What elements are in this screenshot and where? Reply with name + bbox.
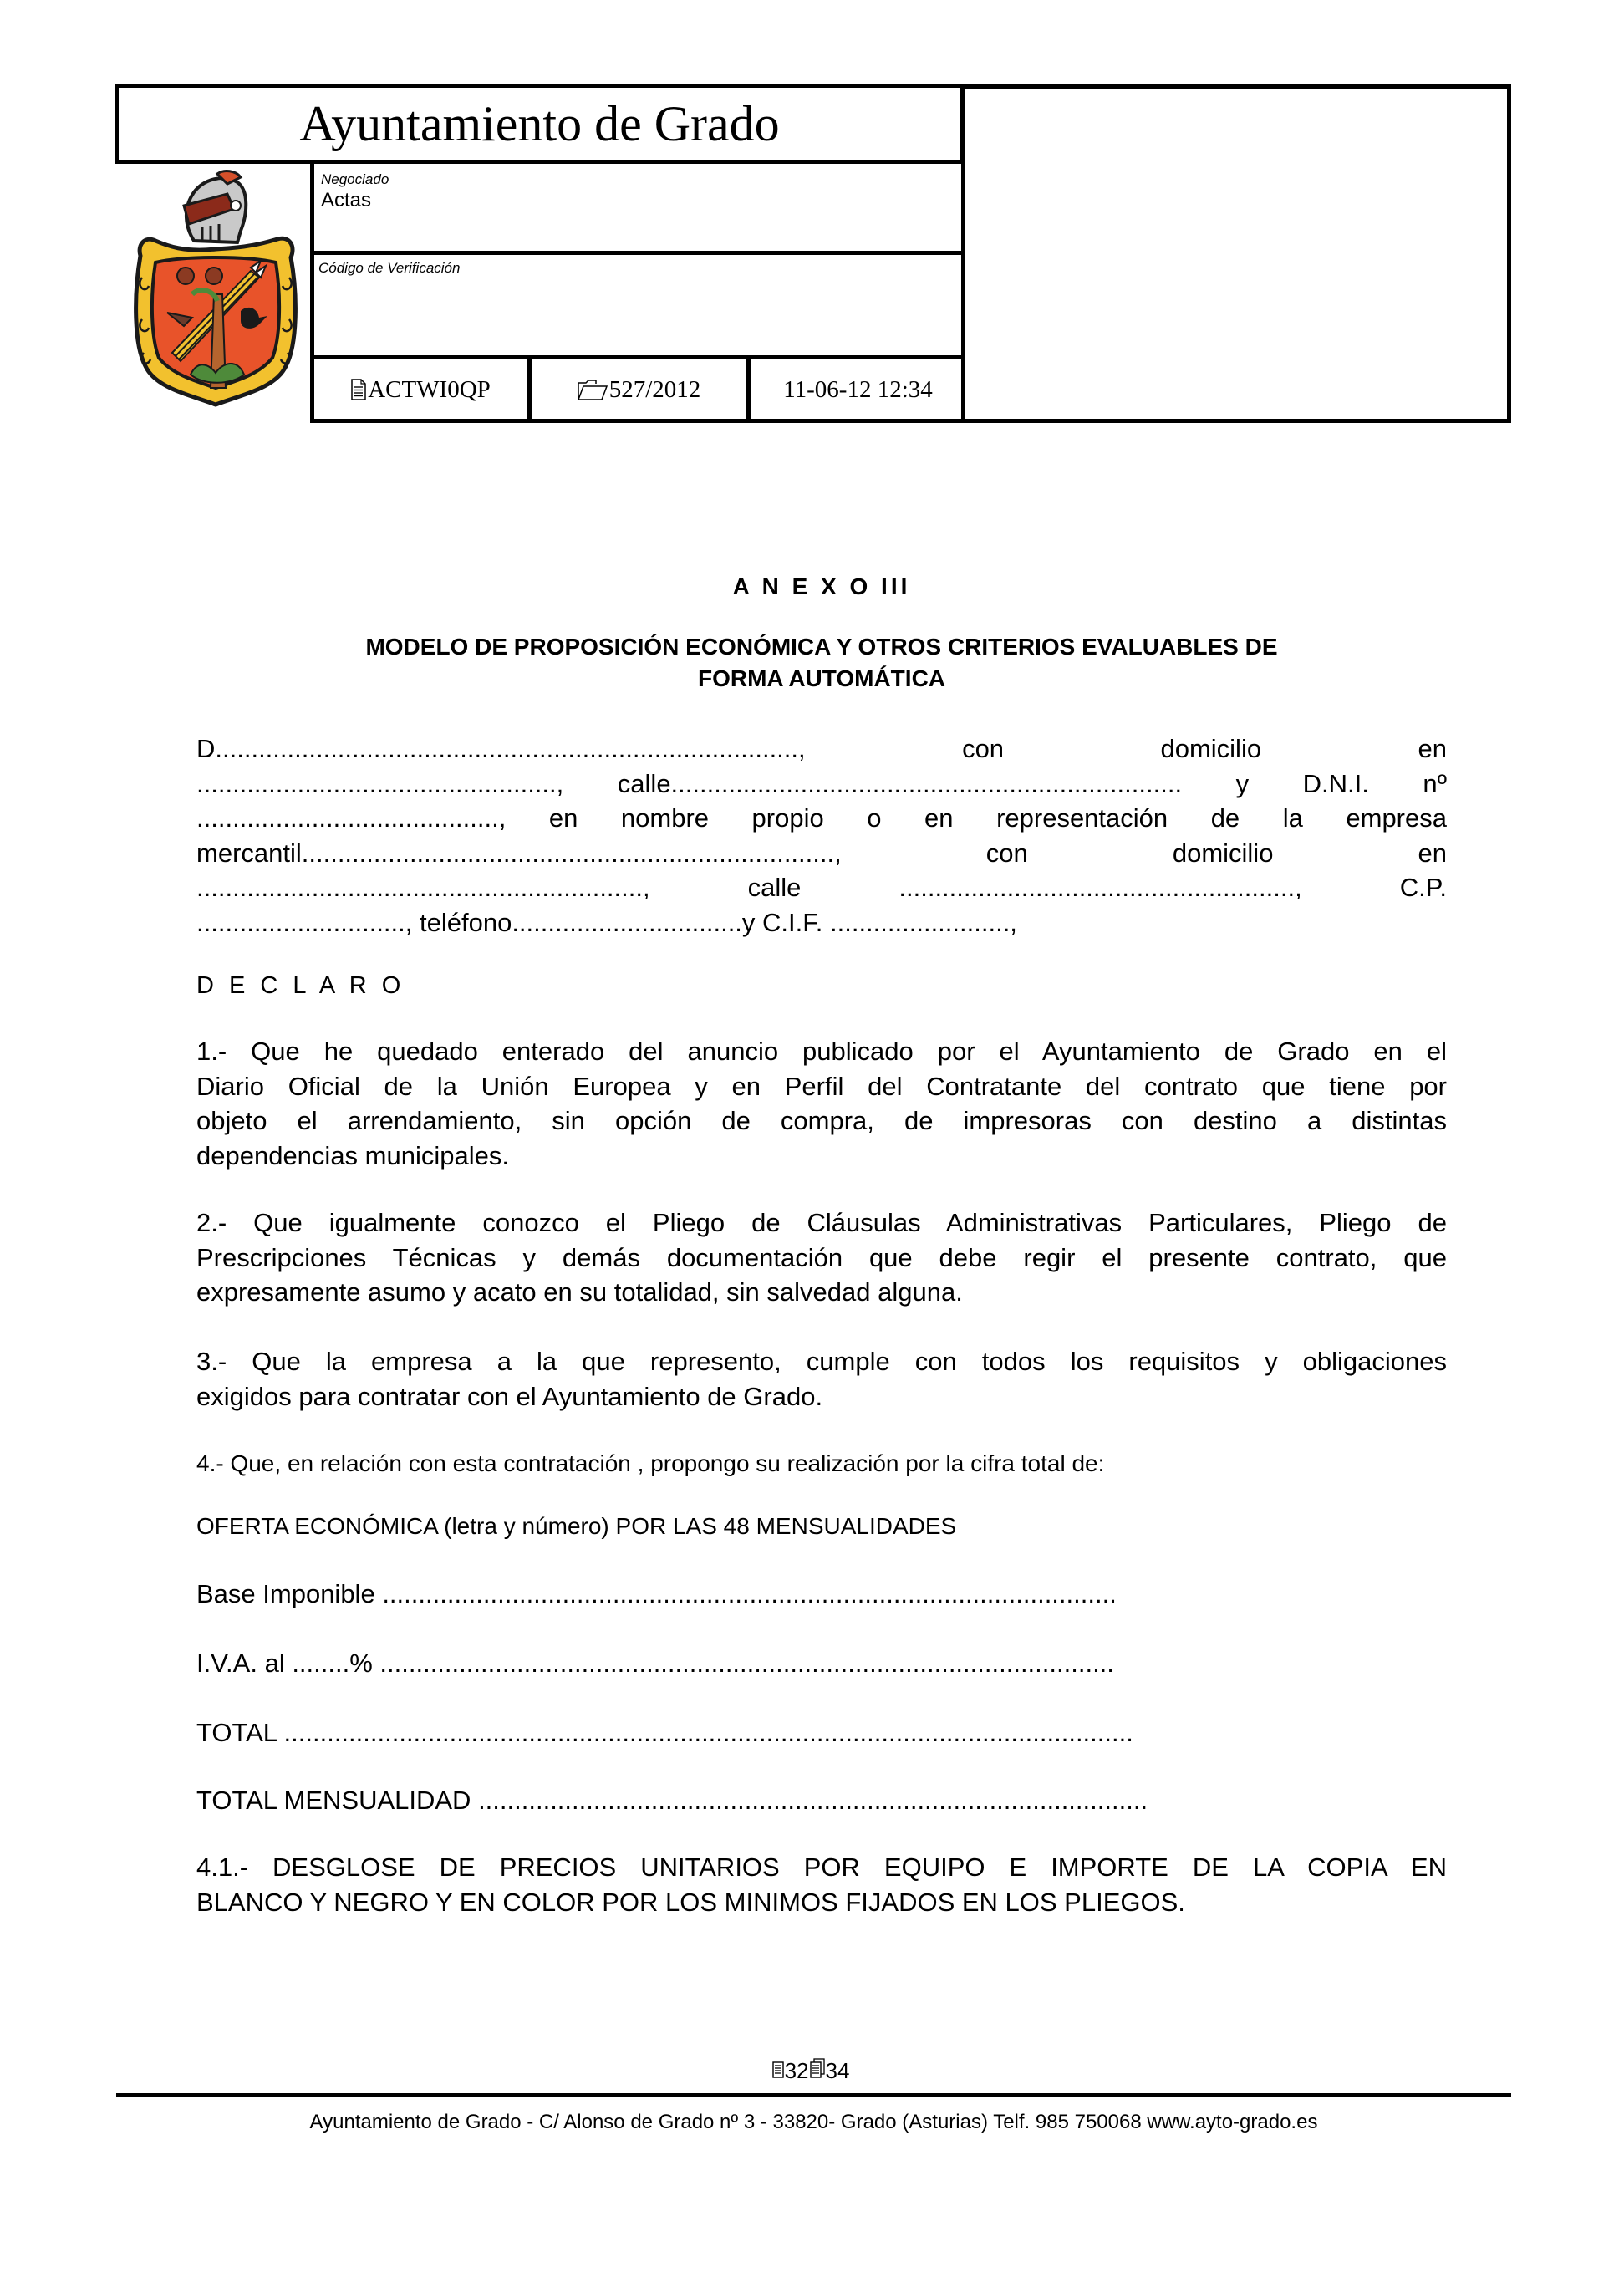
document-datetime (751, 359, 965, 419)
clause-3 (196, 1344, 1447, 1414)
offer-field-base-imponible (196, 1577, 1117, 1611)
clause-1 (196, 1034, 1447, 1173)
signature-box (961, 84, 1511, 423)
datetime-value: 11-06-12 12:34 (783, 375, 933, 403)
organization-title: Ayuntamiento de Grado (299, 96, 780, 151)
document-id-value: ACTWI0QP (368, 375, 491, 403)
offer-field-blank[interactable]: ...................................................................................................... (382, 1579, 1117, 1608)
offer-field-total-mensualidad (196, 1784, 1148, 1817)
clause-4-1 (196, 1850, 1447, 1919)
clause-line: 1.- Que he quedado enterado del anuncio publicado por el Ayuntamiento de Grado en el (196, 1037, 1447, 1066)
current-page: 32 (784, 2058, 809, 2083)
offer-field-blank[interactable]: ...................................................................................................................... (283, 1718, 1133, 1747)
offer-field-label: TOTAL (196, 1718, 277, 1747)
negociado-label: Negociado (321, 171, 389, 187)
clause-line: 4.1.- DESGLOSE DE PRECIOS UNITARIOS POR EQUIPO E IMPORTE DE LA COPIA EN (196, 1852, 1447, 1882)
page-number (752, 2058, 869, 2083)
negociado-value: Actas (321, 189, 372, 211)
offer-field-label: Base Imponible (196, 1579, 375, 1608)
page-icon (772, 2058, 784, 2083)
coat-of-arms-logo (134, 169, 298, 410)
clause-2 (196, 1205, 1447, 1310)
header-row-divider (310, 251, 965, 255)
clause-line: Diario Oficial de la Unión Europea y en Perfil del Contratante del contrato que tiene por (196, 1071, 1447, 1101)
annex-subtitle-line-2: FORMA AUTOMÁTICA (697, 665, 946, 691)
clause-line: 2.- Que igualmente conozco el Pliego de Cláusulas Administrativas Particulares, Pliego de (196, 1208, 1447, 1237)
identity-line: .............................................................., calle ......................................................., C.P. (196, 873, 1447, 902)
clause-line: Prescripciones Técnicas y demás documentación que debe regir el presente contrato, que (196, 1242, 1447, 1272)
annex-title: A N E X O III (732, 573, 911, 599)
identity-line: .........................................., en nombre propio o en representación de la empresa (196, 803, 1447, 833)
clause-line: 3.- Que la empresa a la que represento, cumple con todos los requisitos y obligaciones (196, 1347, 1447, 1376)
document-icon (351, 379, 366, 400)
folder-icon (578, 379, 608, 400)
footer-rule (116, 2093, 1511, 2097)
offer-title: OFERTA ECONÓMICA (letra y número) POR LAS 48 MENSUALIDADES (196, 1513, 957, 1539)
expediente-value: 527/2012 (608, 375, 701, 403)
offer-field-blank[interactable]: ............................................................................................. (478, 1786, 1148, 1815)
identity-line: ............................., teléfono................................y C.I.F. ........................., (196, 907, 1017, 937)
offer-field-label: I.V.A. al ........% (196, 1648, 373, 1678)
offer-field-blank[interactable]: ...................................................................................................... (379, 1648, 1114, 1678)
clause-4: 4.- Que, en relación con esta contratación , propongo su realización por la cifra total de: (196, 1450, 1105, 1476)
offer-field-label: TOTAL MENSUALIDAD (196, 1786, 471, 1815)
clause-line: objeto el arrendamiento, sin opción de compra, de impresoras con destino a distintas (196, 1106, 1447, 1135)
declaro-heading: D E C L A R O (196, 972, 405, 999)
expediente-number (532, 359, 746, 419)
offer-field-total (196, 1716, 1133, 1750)
offer-field-iva (196, 1647, 1114, 1680)
identity-line: mercantil.........................................................................., con domicilio en (196, 838, 1447, 868)
document-id (314, 359, 527, 419)
footer-address: Ayuntamiento de Grado - C/ Alonso de Grado nº 3 - 33820- Grado (Asturias) Telf. 985 750068 www.ayto-grado.es (309, 2111, 1318, 2133)
identity-line: .................................................., calle....................................................................... y D.N.I. nº (196, 768, 1447, 798)
annex-subtitle-line-1: MODELO DE PROPOSICIÓN ECONÓMICA Y OTROS CRITERIOS EVALUABLES DE (365, 634, 1278, 660)
clause-line: exigidos para contratar con el Ayuntamiento de Grado. (196, 1381, 823, 1411)
total-pages: 34 (825, 2058, 850, 2083)
identity-line: D................................................................................., con domicilio en (196, 734, 1447, 763)
codigo-verificacion-label: Código de Verificación (318, 260, 461, 276)
clause-line: BLANCO Y NEGRO Y EN COLOR POR LOS MINIMOS FIJADOS EN LOS PLIEGOS. (196, 1887, 1185, 1917)
clause-line: expresamente asumo y acato en su totalidad, sin salvedad alguna. (196, 1277, 963, 1307)
pages-stack-icon (810, 2058, 825, 2083)
clause-line: dependencias municipales. (196, 1140, 509, 1170)
helmet-icon (184, 171, 246, 242)
identity-paragraph (196, 731, 1447, 940)
